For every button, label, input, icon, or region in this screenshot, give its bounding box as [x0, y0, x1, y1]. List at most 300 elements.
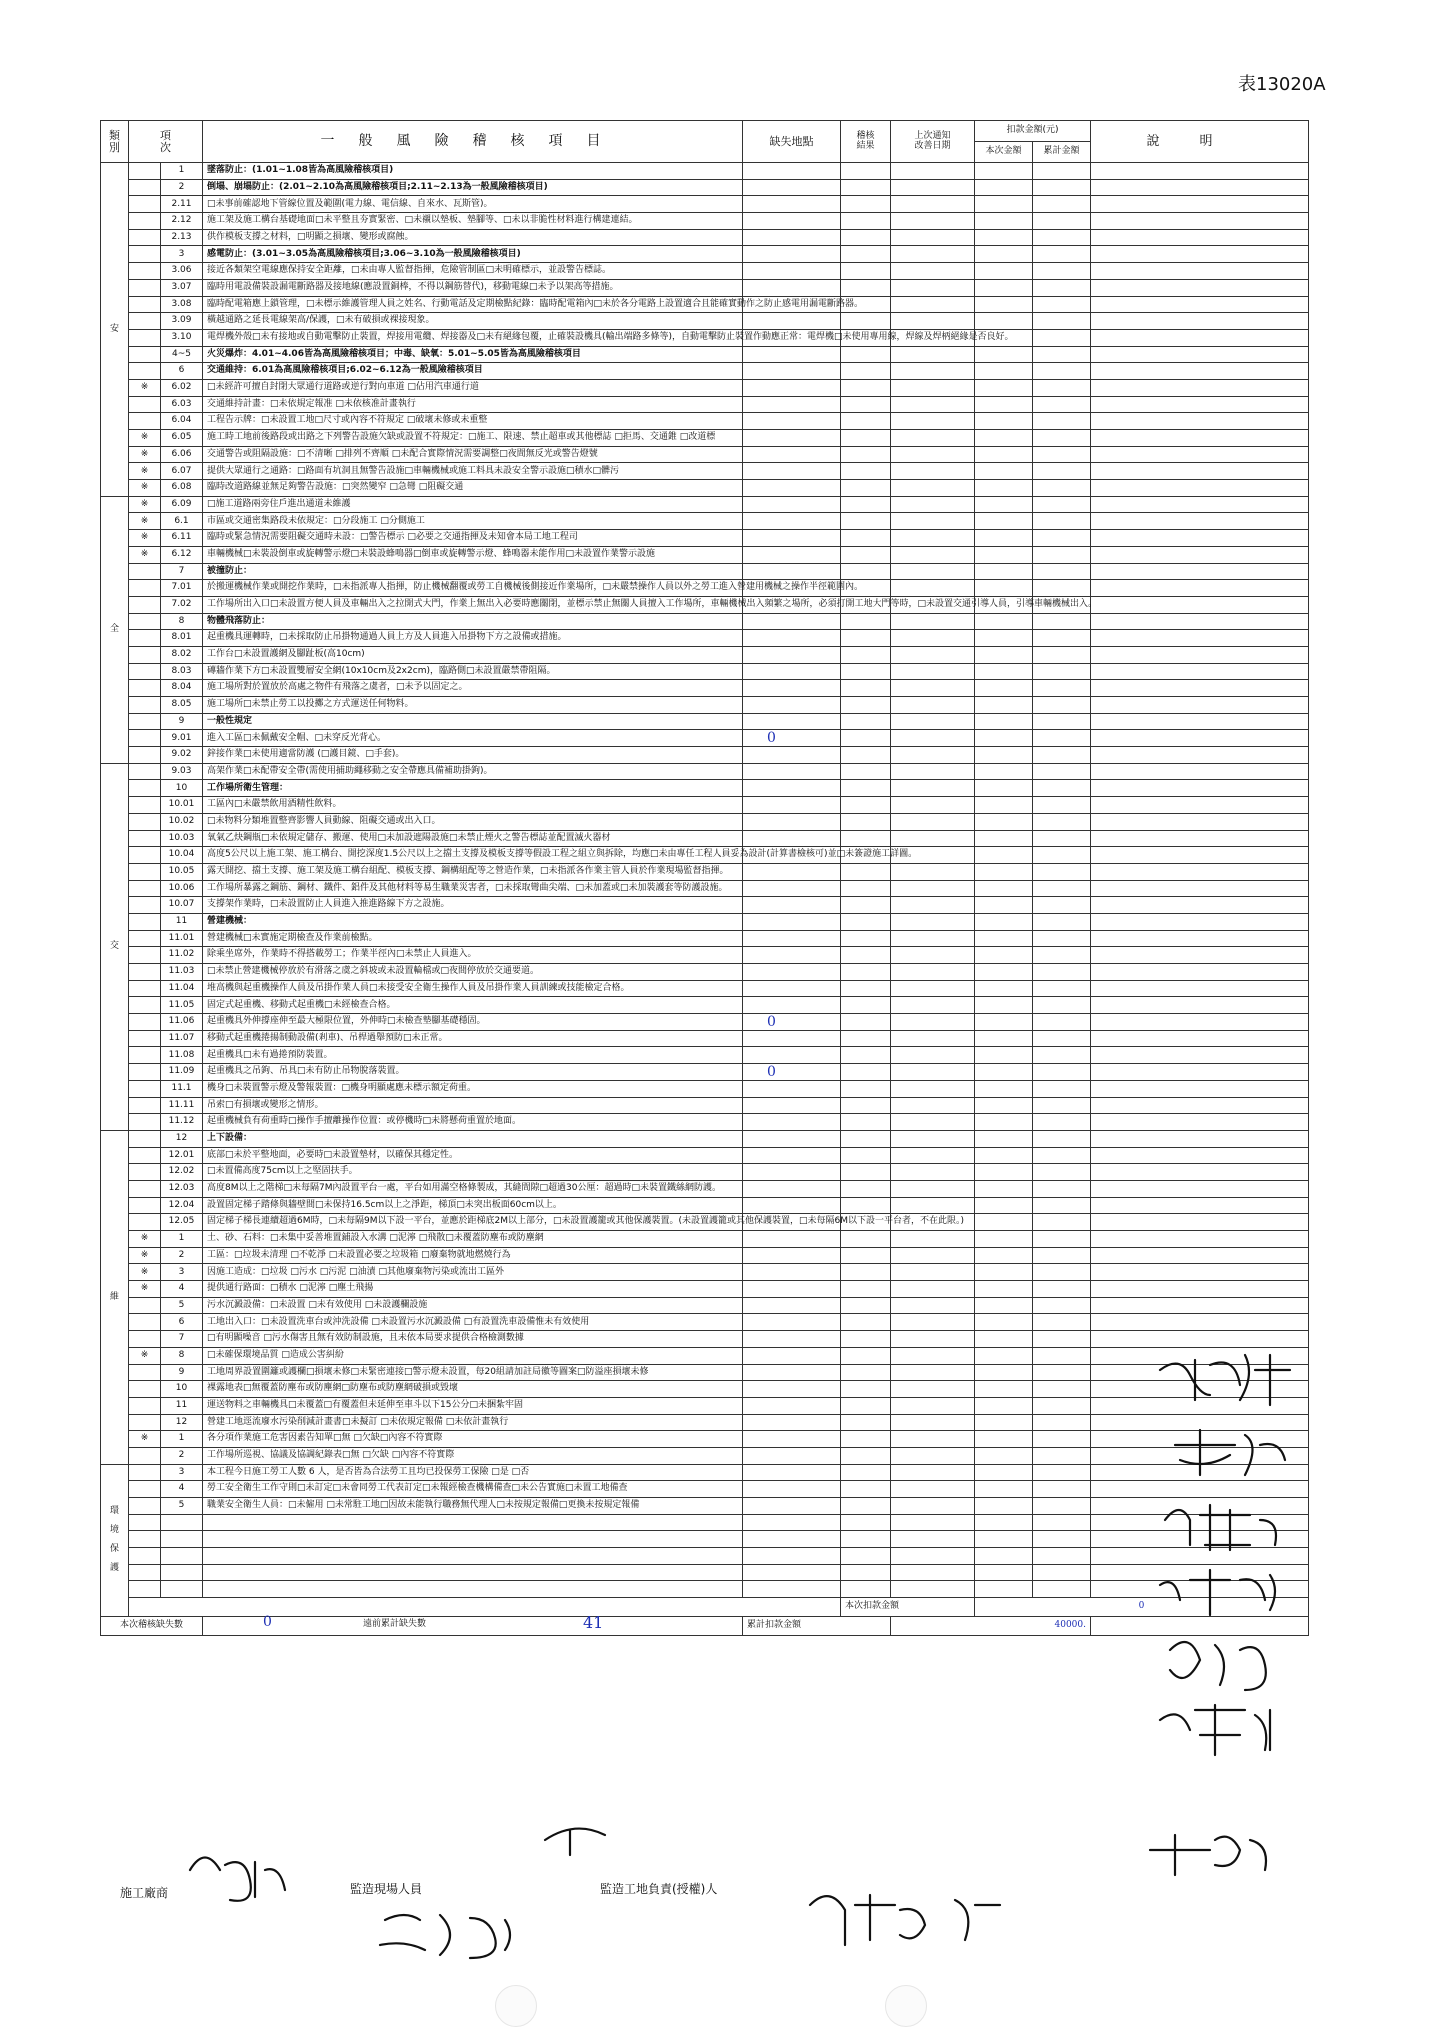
- item-description: 工地出入口：□未設置洗車台或沖洗設備 □未設置污水沉澱設備 □有設置洗車設備惟未有效使用: [203, 1314, 743, 1331]
- this-amount-cell: [975, 580, 1033, 597]
- item-description: 工作場所衛生管理：: [203, 780, 743, 797]
- high-risk-mark: [129, 613, 161, 630]
- item-code: [161, 1514, 203, 1531]
- high-risk-mark: [129, 830, 161, 847]
- result-cell: [841, 1064, 891, 1081]
- location-cell: [743, 1297, 841, 1314]
- item-code: 3: [161, 1264, 203, 1281]
- result-cell: [841, 463, 891, 480]
- item-code: 12.04: [161, 1197, 203, 1214]
- note-cell: [1091, 763, 1309, 780]
- notice-date-cell: [891, 780, 975, 797]
- total-deduct-value: 40000.: [891, 1617, 1091, 1636]
- total-amount-cell: [1033, 363, 1091, 380]
- item-code: [161, 1564, 203, 1581]
- this-amount-cell: [975, 1097, 1033, 1114]
- result-cell: [841, 964, 891, 981]
- table-row: [101, 880, 1309, 897]
- notice-date-cell: [891, 680, 975, 697]
- notice-date-cell: [891, 1297, 975, 1314]
- table-row: [101, 513, 1309, 530]
- notice-date-cell: [891, 1414, 975, 1431]
- location-cell: [743, 1047, 841, 1064]
- item-description: 工作場所巡視、協議及協調紀錄表□無 □欠缺 □內容不符實際: [203, 1447, 743, 1464]
- notice-date-cell: [891, 1381, 975, 1398]
- table-row: [101, 1264, 1309, 1281]
- category-label: 安: [101, 163, 129, 497]
- table-row: [101, 1231, 1309, 1248]
- this-amount-cell: [975, 1414, 1033, 1431]
- result-cell: [841, 1147, 891, 1164]
- note-cell: [1091, 1431, 1309, 1448]
- result-cell: [841, 1381, 891, 1398]
- item-description: 污水沉澱設備：□未設置 □未有效使用 □未設護欄設施: [203, 1297, 743, 1314]
- manager-label: 監造工地負責(授權)人: [600, 1882, 718, 1896]
- item-code: 12.05: [161, 1214, 203, 1231]
- high-risk-mark: [129, 697, 161, 714]
- note-cell: [1091, 279, 1309, 296]
- audit-table: [100, 120, 1309, 1636]
- total-amount-cell: [1033, 296, 1091, 313]
- notice-date-cell: [891, 697, 975, 714]
- location-cell: [743, 530, 841, 547]
- location-cell: [743, 830, 841, 847]
- result-cell: [841, 1581, 891, 1598]
- note-empty: [1091, 1617, 1309, 1636]
- category-label: 維: [101, 1130, 129, 1464]
- note-cell: [1091, 480, 1309, 497]
- this-amount-cell: [975, 1264, 1033, 1281]
- total-amount-cell: [1033, 630, 1091, 647]
- this-amount-cell: [975, 863, 1033, 880]
- result-cell: [841, 1047, 891, 1064]
- item-description: 於搬運機械作業或開挖作業時，□未指派專人指揮，防止機械翻覆或勞工自機械後側接近作業場所，□未嚴禁操作人員以外之勞工進入營建用機械之操作半徑範圍內。: [203, 580, 743, 597]
- this-amount-cell: [975, 1080, 1033, 1097]
- this-amount-cell: [975, 630, 1033, 647]
- notice-date-cell: [891, 580, 975, 597]
- past-count-label: 遠前累計缺失數: [363, 1619, 427, 1630]
- this-amount-cell: [975, 930, 1033, 947]
- high-risk-mark: ※: [129, 1264, 161, 1281]
- total-amount-cell: [1033, 1431, 1091, 1448]
- note-cell: [1091, 1030, 1309, 1047]
- note-cell: [1091, 630, 1309, 647]
- this-amount-cell: [975, 797, 1033, 814]
- this-amount-cell: [975, 947, 1033, 964]
- result-cell: [841, 1347, 891, 1364]
- this-amount-cell: [975, 363, 1033, 380]
- note-cell: [1091, 1147, 1309, 1164]
- note-cell: [1091, 513, 1309, 530]
- item-description: 臨時配電箱應上鎖管理，□未標示維護管理人員之姓名、行動電話及定期檢點紀錄：臨時配電箱內□未於各分電路上設置適合且能確實動作之防止感電用漏電斷路器。: [203, 296, 743, 313]
- notice-date-cell: [891, 1180, 975, 1197]
- note-cell: [1091, 1397, 1309, 1414]
- this-amount-cell: [975, 530, 1033, 547]
- item-description: 工程告示牌：□未設置工地□尺寸或內容不符規定 □破壞未修或未重整: [203, 413, 743, 430]
- location-cell: [743, 813, 841, 830]
- result-cell: [841, 530, 891, 547]
- total-amount-cell: [1033, 947, 1091, 964]
- notice-date-cell: [891, 463, 975, 480]
- location-cell: [743, 263, 841, 280]
- notice-date-cell: [891, 1514, 975, 1531]
- item-description: □未禁止營建機械停放於有滑落之虞之斜坡或未設置輪檔或□夜間停放於交通要道。: [203, 964, 743, 981]
- notice-date-cell: [891, 263, 975, 280]
- note-cell: [1091, 313, 1309, 330]
- this-amount-cell: [975, 480, 1033, 497]
- notice-date-cell: [891, 630, 975, 647]
- result-cell: [841, 630, 891, 647]
- item-description: 交通維持：6.01為高風險稽核項目;6.02~6.12為一般風險稽核項目: [203, 363, 743, 380]
- total-amount-cell: [1033, 1214, 1091, 1231]
- note-cell: [1091, 1447, 1309, 1464]
- item-description: 施工時工地前後路段或出路之下列警告設施欠缺或設置不符規定：□施工、限速、禁止超車或其他標誌 □拒馬、交通錐 □改道標: [203, 430, 743, 447]
- notice-date-cell: [891, 1548, 975, 1565]
- table-row: [101, 780, 1309, 797]
- header-deduct: 扣款金額(元): [975, 121, 1091, 142]
- item-description: 起重機具外伸撐座伸至最大極限位置，外伸時□未檢查墊腳基礎穩固。: [203, 1014, 743, 1031]
- high-risk-mark: [129, 730, 161, 747]
- item-code: 4~5: [161, 346, 203, 363]
- result-cell: [841, 997, 891, 1014]
- note-cell: [1091, 496, 1309, 513]
- note-cell: [1091, 1548, 1309, 1565]
- location-cell: [743, 613, 841, 630]
- result-cell: [841, 1281, 891, 1298]
- location-cell: [743, 1147, 841, 1164]
- high-risk-mark: [129, 1581, 161, 1598]
- item-code: 11.05: [161, 997, 203, 1014]
- note-cell: [1091, 179, 1309, 196]
- high-risk-mark: [129, 997, 161, 1014]
- total-amount-cell: [1033, 480, 1091, 497]
- total-amount-cell: [1033, 213, 1091, 230]
- result-cell: [841, 1364, 891, 1381]
- notice-date-cell: [891, 1581, 975, 1598]
- this-amount-cell: [975, 496, 1033, 513]
- table-row: [101, 563, 1309, 580]
- item-description: 進入工區□未佩戴安全帽、□未穿反光背心。: [203, 730, 743, 747]
- high-risk-mark: [129, 580, 161, 597]
- location-cell: [743, 480, 841, 497]
- this-amount-cell: [975, 1381, 1033, 1398]
- high-risk-mark: [129, 346, 161, 363]
- high-risk-mark: [129, 1548, 161, 1565]
- note-cell: [1091, 1014, 1309, 1031]
- notice-date-cell: [891, 997, 975, 1014]
- item-code: 10.01: [161, 797, 203, 814]
- item-code: 3.06: [161, 263, 203, 280]
- item-description: 起重機具□未有過捲預防裝置。: [203, 1047, 743, 1064]
- item-code: 2.13: [161, 229, 203, 246]
- high-risk-mark: [129, 1364, 161, 1381]
- note-cell: [1091, 446, 1309, 463]
- total-amount-cell: [1033, 697, 1091, 714]
- high-risk-mark: ※: [129, 1431, 161, 1448]
- notice-date-cell: [891, 1130, 975, 1147]
- high-risk-mark: [129, 179, 161, 196]
- table-row: [101, 863, 1309, 880]
- item-code: 9.01: [161, 730, 203, 747]
- table-row: [101, 613, 1309, 630]
- header-location: 缺失地點: [743, 121, 841, 163]
- location-cell: [743, 930, 841, 947]
- total-amount-cell: [1033, 1498, 1091, 1515]
- table-row: [101, 1447, 1309, 1464]
- location-cell: [743, 1364, 841, 1381]
- item-description: [203, 1514, 743, 1531]
- note-cell: [1091, 813, 1309, 830]
- item-code: 4: [161, 1481, 203, 1498]
- high-risk-mark: ※: [129, 1231, 161, 1248]
- item-description: 鋅接作業□未使用適當防護 (□護目鏡、□手套)。: [203, 747, 743, 764]
- item-description: 工作場所暴露之鋼筋、鋼材、鐵件、鋁件及其他材料等易生職業災害者，□未採取彎曲尖端、□未加蓋或□未加裝護套等防護設施。: [203, 880, 743, 897]
- result-cell: [841, 763, 891, 780]
- result-cell: [841, 1414, 891, 1431]
- item-code: 11.03: [161, 964, 203, 981]
- notice-date-cell: [891, 1264, 975, 1281]
- table-row: [101, 480, 1309, 497]
- notice-date-cell: [891, 1498, 975, 1515]
- result-cell: [841, 480, 891, 497]
- total-amount-cell: [1033, 1130, 1091, 1147]
- item-code: 2.11: [161, 196, 203, 213]
- total-amount-cell: [1033, 246, 1091, 263]
- location-cell: [743, 713, 841, 730]
- item-description: 工地周界設置圍籬或護欄□損壞未修□未緊密連接□警示燈未設置，每20組請加註局徽等圖案□防溢座損壞未修: [203, 1364, 743, 1381]
- result-cell: [841, 613, 891, 630]
- item-code: 6.02: [161, 379, 203, 396]
- high-risk-mark: [129, 1464, 161, 1481]
- total-amount-cell: [1033, 1147, 1091, 1164]
- total-amount-cell: [1033, 379, 1091, 396]
- item-code: 10.03: [161, 830, 203, 847]
- note-cell: [1091, 1414, 1309, 1431]
- location-cell: [743, 797, 841, 814]
- table-row: [101, 1114, 1309, 1131]
- total-amount-cell: [1033, 313, 1091, 330]
- location-cell: [743, 1114, 841, 1131]
- this-amount-cell: [975, 964, 1033, 981]
- item-code: [161, 1581, 203, 1598]
- note-cell: [1091, 863, 1309, 880]
- high-risk-mark: ※: [129, 546, 161, 563]
- item-description: 因施工造成：□垃圾 □污水 □污泥 □油漬 □其他廢棄物污染或流出工區外: [203, 1264, 743, 1281]
- item-code: 11.01: [161, 930, 203, 947]
- this-amount-cell: [975, 563, 1033, 580]
- total-amount-cell: [1033, 530, 1091, 547]
- this-amount-cell: [975, 713, 1033, 730]
- item-code: 10.04: [161, 847, 203, 864]
- notice-date-cell: [891, 480, 975, 497]
- note-cell: [1091, 379, 1309, 396]
- total-amount-cell: [1033, 613, 1091, 630]
- table-row: [101, 196, 1309, 213]
- location-cell: [743, 213, 841, 230]
- item-description: 設置固定梯子踏條與牆壁間□未保持16.5cm以上之淨距，梯頂□未突出板面60cm以上。: [203, 1197, 743, 1214]
- item-code: 12.02: [161, 1164, 203, 1181]
- note-cell: [1091, 1197, 1309, 1214]
- high-risk-mark: [129, 1080, 161, 1097]
- result-cell: [841, 1114, 891, 1131]
- location-cell: [743, 430, 841, 447]
- high-risk-mark: ※: [129, 1281, 161, 1298]
- item-code: 11.1: [161, 1080, 203, 1097]
- notice-date-cell: [891, 1080, 975, 1097]
- item-code: 12: [161, 1414, 203, 1431]
- item-description: 運送物料之車輛機具□未覆蓋□有覆蓋但未延伸至車斗以下15公分□未捆紮牢固: [203, 1397, 743, 1414]
- note-cell: [1091, 613, 1309, 630]
- location-cell: [743, 1097, 841, 1114]
- notice-date-cell: [891, 980, 975, 997]
- location-cell: [743, 1064, 841, 1081]
- category-label: 環 境 保 護: [101, 1464, 129, 1617]
- notice-date-cell: [891, 897, 975, 914]
- total-amount-cell: [1033, 730, 1091, 747]
- location-cell: [743, 546, 841, 563]
- table-row: [101, 530, 1309, 547]
- item-code: 6.07: [161, 463, 203, 480]
- note-cell: [1091, 947, 1309, 964]
- note-cell: [1091, 229, 1309, 246]
- contractor-label: 施工廠商: [120, 1886, 169, 1900]
- notice-date-cell: [891, 1464, 975, 1481]
- table-row: [101, 246, 1309, 263]
- high-risk-mark: ※: [129, 379, 161, 396]
- item-description: 交通警告或阻隔設施：□不清晰 □排列不齊順 □未配合實際情況需要調整□夜間無反光或警告燈號: [203, 446, 743, 463]
- result-cell: [841, 1481, 891, 1498]
- table-row: [101, 797, 1309, 814]
- result-cell: [841, 663, 891, 680]
- item-description: 氧氣乙炔鋼瓶□未依規定儲存、搬運、使用□未加設遮陽設施□未禁止煙火之警告標誌並配置滅火器材: [203, 830, 743, 847]
- location-cell: [743, 1498, 841, 1515]
- item-description: 市區或交通密集路段未依規定：□分段施工 □分側施工: [203, 513, 743, 530]
- item-code: 6.11: [161, 530, 203, 547]
- this-amount-cell: [975, 1197, 1033, 1214]
- location-cell: [743, 196, 841, 213]
- result-cell: [841, 697, 891, 714]
- high-risk-mark: ※: [129, 446, 161, 463]
- location-cell: [743, 1331, 841, 1348]
- total-amount-cell: [1033, 580, 1091, 597]
- total-amount-cell: [1033, 1364, 1091, 1381]
- item-code: 9: [161, 1364, 203, 1381]
- high-risk-mark: [129, 413, 161, 430]
- total-amount-cell: [1033, 747, 1091, 764]
- total-amount-cell: [1033, 163, 1091, 180]
- total-amount-cell: [1033, 1581, 1091, 1598]
- item-description: 堆高機與起重機操作人員及吊掛作業人員□未接受安全衛生操作人員及吊掛作業人員訓練或技能檢定合格。: [203, 980, 743, 997]
- item-description: 職業安全衛生人員：□未僱用 □未常駐工地□因故未能執行職務無代理人□未按規定報備□更換未按規定報備: [203, 1498, 743, 1515]
- table-row: [101, 313, 1309, 330]
- high-risk-mark: [129, 263, 161, 280]
- table-row: [101, 546, 1309, 563]
- notice-date-cell: [891, 1331, 975, 1348]
- notice-date-cell: [891, 930, 975, 947]
- note-cell: [1091, 797, 1309, 814]
- note-cell: [1091, 646, 1309, 663]
- high-risk-mark: ※: [129, 1347, 161, 1364]
- this-amount-cell: [975, 1281, 1033, 1298]
- item-code: 1: [161, 163, 203, 180]
- this-amount-cell: [975, 396, 1033, 413]
- result-cell: [841, 880, 891, 897]
- item-description: 本工程今日施工勞工人數 6 人，是否皆為合法勞工且均已投保勞工保險 □是 □否: [203, 1464, 743, 1481]
- this-amount-cell: [975, 997, 1033, 1014]
- result-cell: [841, 1197, 891, 1214]
- item-code: 7.02: [161, 596, 203, 613]
- location-cell: [743, 947, 841, 964]
- note-cell: [1091, 1347, 1309, 1364]
- note-cell: [1091, 1514, 1309, 1531]
- this-amount-cell: [975, 680, 1033, 697]
- high-risk-mark: [129, 747, 161, 764]
- result-cell: [841, 646, 891, 663]
- table-row: [101, 580, 1309, 597]
- high-risk-mark: [129, 1064, 161, 1081]
- result-cell: [841, 496, 891, 513]
- note-cell: [1091, 1581, 1309, 1598]
- notice-date-cell: [891, 1114, 975, 1131]
- result-cell: [841, 263, 891, 280]
- high-risk-mark: [129, 1531, 161, 1548]
- item-code: 6.1: [161, 513, 203, 530]
- item-description: 感電防止：(3.01~3.05為高風險稽核項目;3.06~3.10為一般風險稽核項目): [203, 246, 743, 263]
- note-cell: [1091, 1331, 1309, 1348]
- total-amount-cell: [1033, 396, 1091, 413]
- total-amount-cell: [1033, 797, 1091, 814]
- result-cell: [841, 413, 891, 430]
- location-cell: [743, 396, 841, 413]
- location-cell: [743, 663, 841, 680]
- high-risk-mark: ※: [129, 430, 161, 447]
- note-cell: [1091, 396, 1309, 413]
- this-amount-cell: [975, 1397, 1033, 1414]
- this-amount-cell: [975, 1297, 1033, 1314]
- total-amount-cell: [1033, 763, 1091, 780]
- high-risk-mark: [129, 313, 161, 330]
- notice-date-cell: [891, 964, 975, 981]
- item-description: [203, 1548, 743, 1565]
- this-count-label: 本次稽核缺失數: [101, 1617, 203, 1636]
- result-cell: [841, 346, 891, 363]
- item-code: 6.06: [161, 446, 203, 463]
- high-risk-mark: [129, 1414, 161, 1431]
- item-code: 11: [161, 913, 203, 930]
- table-row: [101, 1030, 1309, 1047]
- this-amount-cell: [975, 296, 1033, 313]
- location-cell: [743, 563, 841, 580]
- total-amount-cell: [1033, 1347, 1091, 1364]
- location-cell: [743, 1431, 841, 1448]
- total-amount-cell: [1033, 463, 1091, 480]
- item-code: 3.07: [161, 279, 203, 296]
- location-cell: [743, 680, 841, 697]
- item-code: 9.02: [161, 747, 203, 764]
- this-amount-cell: [975, 1447, 1033, 1464]
- this-amount-cell: [975, 1114, 1033, 1131]
- total-amount-cell: [1033, 930, 1091, 947]
- location-cell: [743, 630, 841, 647]
- location-cell: [743, 313, 841, 330]
- location-cell: [743, 1464, 841, 1481]
- result-cell: [841, 1097, 891, 1114]
- note-cell: [1091, 596, 1309, 613]
- note-cell: [1091, 1180, 1309, 1197]
- note-cell: [1091, 1381, 1309, 1398]
- location-cell: [743, 1197, 841, 1214]
- header-note: 說明: [1091, 121, 1309, 163]
